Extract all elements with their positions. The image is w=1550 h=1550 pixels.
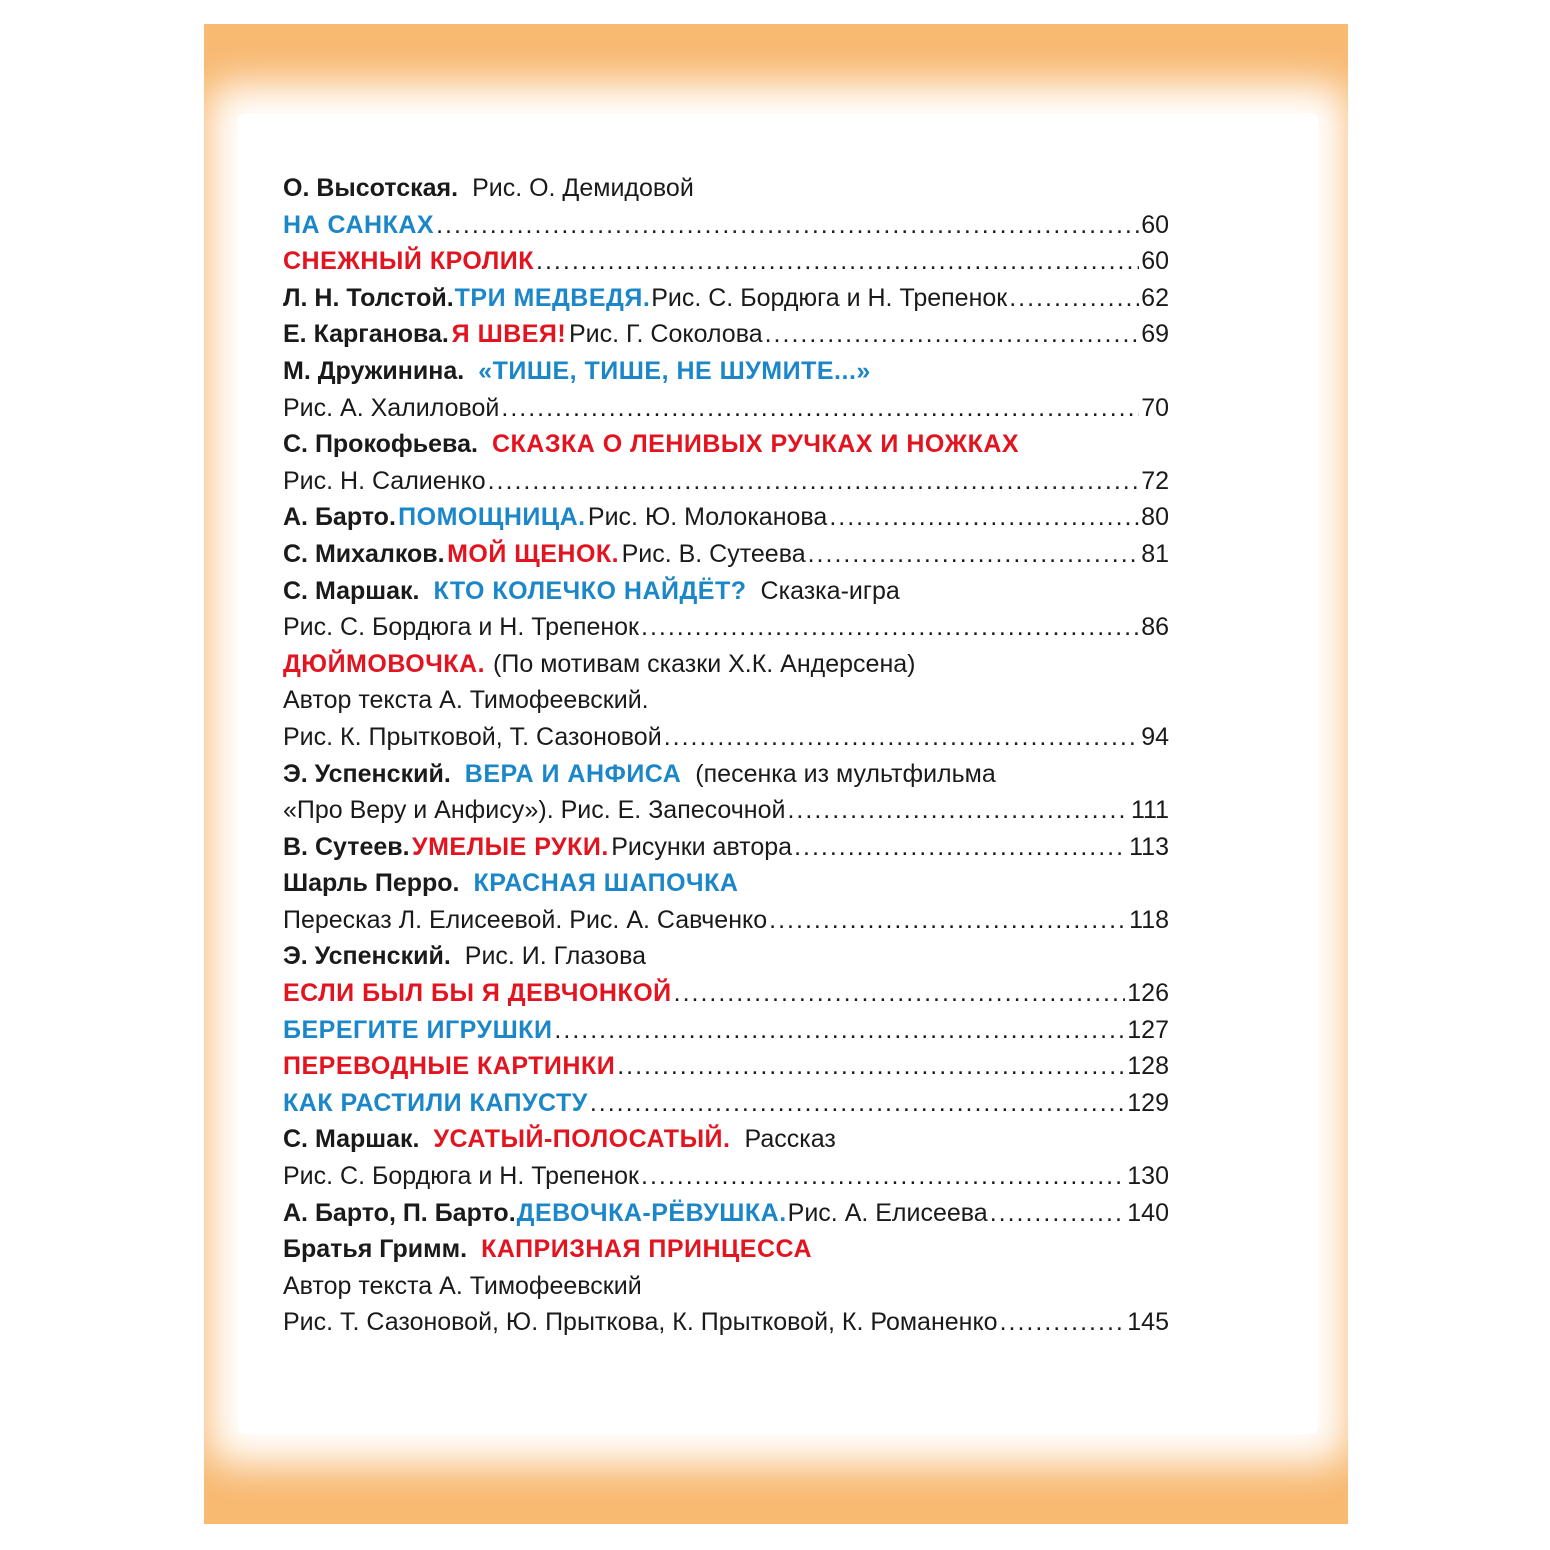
toc-dots <box>769 902 1127 939</box>
toc-line <box>283 1195 1169 1232</box>
toc-page-number: 140 <box>1127 1198 1169 1227</box>
toc-dots <box>794 829 1127 866</box>
toc-dots <box>1000 1304 1126 1341</box>
toc-title[interactable]: СКАЗКА О ЛЕНИВЫХ РУЧКАХ И НОЖКАХ <box>491 430 1020 459</box>
toc-dots <box>1009 280 1139 317</box>
table-of-contents <box>283 170 1169 1341</box>
toc-dots <box>674 975 1126 1012</box>
toc-page-number: 127 <box>1127 1015 1169 1044</box>
toc-line <box>283 1121 1169 1158</box>
toc-dots <box>590 1085 1125 1122</box>
toc-author: С. Маршак. <box>283 1125 420 1154</box>
toc-page-number: 113 <box>1129 832 1169 861</box>
toc-title[interactable]: КРАСНАЯ ШАПОЧКА <box>473 869 739 898</box>
toc-author: С. Маршак. <box>283 576 420 605</box>
toc-title[interactable]: КАК РАСТИЛИ КАПУСТУ <box>283 1088 588 1117</box>
toc-line <box>283 536 1169 573</box>
toc-dots <box>488 463 1140 500</box>
toc-note: Рис. Н. Салиенко <box>283 466 486 495</box>
toc-author: А. Барто, П. Барто. <box>283 1198 516 1227</box>
toc-line <box>283 463 1169 500</box>
toc-page-number: 145 <box>1127 1308 1169 1337</box>
toc-title[interactable]: Я ШВЕЯ! <box>451 320 567 349</box>
toc-title[interactable]: НА САНКАХ <box>283 210 435 239</box>
toc-line <box>283 1158 1169 1195</box>
toc-note: (песенка из мультфильма <box>695 759 996 788</box>
toc-title[interactable]: ДЮЙМОВОЧКА. <box>283 649 486 678</box>
toc-line <box>283 280 1169 317</box>
toc-page-number: 72 <box>1141 466 1169 495</box>
toc-line <box>283 1304 1169 1341</box>
toc-page-number: 129 <box>1127 1088 1169 1117</box>
toc-title[interactable]: ВЕРА И АНФИСА <box>464 759 682 788</box>
toc-page-number: 70 <box>1141 393 1169 422</box>
toc-author: Э. Успенский. <box>283 759 451 788</box>
toc-dots <box>501 390 1139 427</box>
toc-dots <box>808 536 1140 573</box>
toc-line <box>283 499 1169 536</box>
toc-line <box>283 975 1169 1012</box>
toc-dots <box>536 243 1139 280</box>
toc-page-number: 126 <box>1127 979 1169 1008</box>
toc-dots <box>829 499 1139 536</box>
toc-line <box>283 682 1169 719</box>
toc-dots <box>617 1048 1125 1085</box>
toc-line <box>283 1085 1169 1122</box>
toc-line <box>283 609 1169 646</box>
toc-title[interactable]: ЕСЛИ БЫЛ БЫ Я ДЕВЧОНКОЙ <box>283 979 672 1008</box>
toc-author: Е. Карганова. <box>283 320 449 349</box>
toc-title[interactable]: УСАТЫЙ-ПОЛОСАТЫЙ. <box>433 1125 731 1154</box>
toc-dots <box>436 207 1139 244</box>
toc-title[interactable]: ПОМОЩНИЦА. <box>398 503 586 532</box>
toc-note: Рис. Ю. Молоканова <box>587 503 828 532</box>
toc-page-number: 118 <box>1129 905 1169 934</box>
toc-dots <box>664 719 1140 756</box>
toc-dots <box>641 609 1139 646</box>
toc-line <box>283 938 1169 975</box>
toc-note: (По мотивам сказки Х.К. Андерсена) <box>493 649 916 678</box>
toc-note: Рис. О. Демидовой <box>472 174 694 202</box>
toc-title[interactable]: ТРИ МЕДВЕДЯ. <box>454 283 651 312</box>
toc-line <box>283 756 1169 793</box>
toc-note: Рассказ <box>744 1125 836 1154</box>
toc-line <box>283 353 1169 390</box>
toc-title[interactable]: БЕРЕГИТЕ ИГРУШКИ <box>283 1015 553 1044</box>
toc-page-number: 94 <box>1141 722 1169 751</box>
toc-page-number: 60 <box>1141 210 1169 239</box>
toc-author: А. Барто. <box>283 503 396 532</box>
toc-author: М. Дружинина. <box>283 356 465 385</box>
toc-line <box>283 719 1169 756</box>
toc-line <box>283 243 1169 280</box>
toc-title[interactable]: ПЕРЕВОДНЫЕ КАРТИНКИ <box>283 1052 616 1081</box>
toc-note: Рис. А. Елисеева <box>787 1198 988 1227</box>
toc-note: Рис. Т. Сазоновой, Ю. Прыткова, К. Прытковой, К. Романенко <box>283 1308 998 1337</box>
toc-line <box>283 1012 1169 1049</box>
toc-note: Рис. А. Халиловой <box>283 393 500 422</box>
toc-line <box>283 1231 1169 1268</box>
toc-note: Рис. С. Бордюга и Н. Трепенок <box>283 1162 639 1191</box>
toc-title[interactable]: ДЕВОЧКА-РЁВУШКА. <box>516 1198 787 1227</box>
toc-note: Автор текста А. Тимофеевский <box>283 1271 642 1300</box>
toc-note: Пересказ Л. Елисеевой. Рис. А. Савченко <box>283 905 768 934</box>
toc-author: Э. Успенский. <box>283 942 451 971</box>
toc-title[interactable]: КАПРИЗНАЯ ПРИНЦЕССА <box>481 1235 813 1264</box>
toc-author: С. Михалков. <box>283 539 445 568</box>
toc-line <box>283 792 1169 829</box>
toc-title[interactable]: СНЕЖНЫЙ КРОЛИК <box>283 247 535 276</box>
toc-author: Л. Н. Толстой. <box>283 283 454 312</box>
toc-page-number: 69 <box>1141 320 1169 349</box>
toc-line <box>283 1268 1169 1305</box>
toc-note: Автор текста А. Тимофеевский. <box>283 686 649 715</box>
toc-author: Шарль Перро. <box>283 869 460 898</box>
toc-note: Рисунки автора <box>611 832 793 861</box>
toc-page-number: 80 <box>1141 503 1169 532</box>
toc-author: Братья Гримм. <box>283 1235 468 1264</box>
toc-dots <box>765 316 1140 353</box>
toc-author: В. Сутеев. <box>283 832 410 861</box>
toc-note: Сказка-игра <box>760 576 900 605</box>
toc-dots <box>554 1012 1125 1049</box>
toc-line <box>283 170 1169 207</box>
toc-line <box>283 1048 1169 1085</box>
toc-author: С. Прокофьева. <box>283 430 478 459</box>
toc-note: Рис. С. Бордюга и Н. Трепенок <box>283 613 639 642</box>
toc-title[interactable]: КТО КОЛЕЧКО НАЙДЁТ? <box>433 576 747 605</box>
toc-title[interactable]: «ТИШЕ, ТИШЕ, НЕ ШУМИТЕ...» <box>478 356 871 385</box>
toc-page-number: 86 <box>1141 613 1169 642</box>
toc-page-number: 130 <box>1127 1162 1169 1191</box>
toc-note: Рис. К. Прытковой, Т. Сазоновой <box>283 722 662 751</box>
toc-title[interactable]: МОЙ ЩЕНОК. <box>447 539 620 568</box>
toc-line <box>283 829 1169 866</box>
toc-title[interactable]: УМЕЛЫЕ РУКИ. <box>412 832 609 861</box>
toc-page-number: 128 <box>1127 1052 1169 1081</box>
toc-dots <box>990 1195 1126 1232</box>
toc-note: Рис. И. Глазова <box>464 942 646 971</box>
toc-page-number: 62 <box>1141 283 1169 312</box>
toc-page-number: 111 <box>1130 796 1169 825</box>
toc-dots <box>787 792 1129 829</box>
toc-line <box>283 390 1169 427</box>
toc-line <box>283 646 1169 683</box>
toc-note: «Про Веру и Анфису»). Рис. Е. Запесочной <box>283 796 786 825</box>
toc-line <box>283 865 1169 902</box>
toc-line <box>283 573 1169 610</box>
toc-note: Рис. Г. Соколова <box>568 320 763 349</box>
toc-author: О. Высотская. <box>283 174 459 202</box>
toc-note: Рис. С. Бордюга и Н. Трепенок <box>651 283 1008 312</box>
toc-page-number: 81 <box>1141 539 1170 568</box>
toc-note: Рис. В. Сутеева <box>621 539 806 568</box>
toc-line <box>283 426 1169 463</box>
toc-page-number: 60 <box>1141 247 1169 276</box>
toc-line <box>283 316 1169 353</box>
toc-line <box>283 207 1169 244</box>
toc-line <box>283 902 1169 939</box>
toc-dots <box>641 1158 1125 1195</box>
